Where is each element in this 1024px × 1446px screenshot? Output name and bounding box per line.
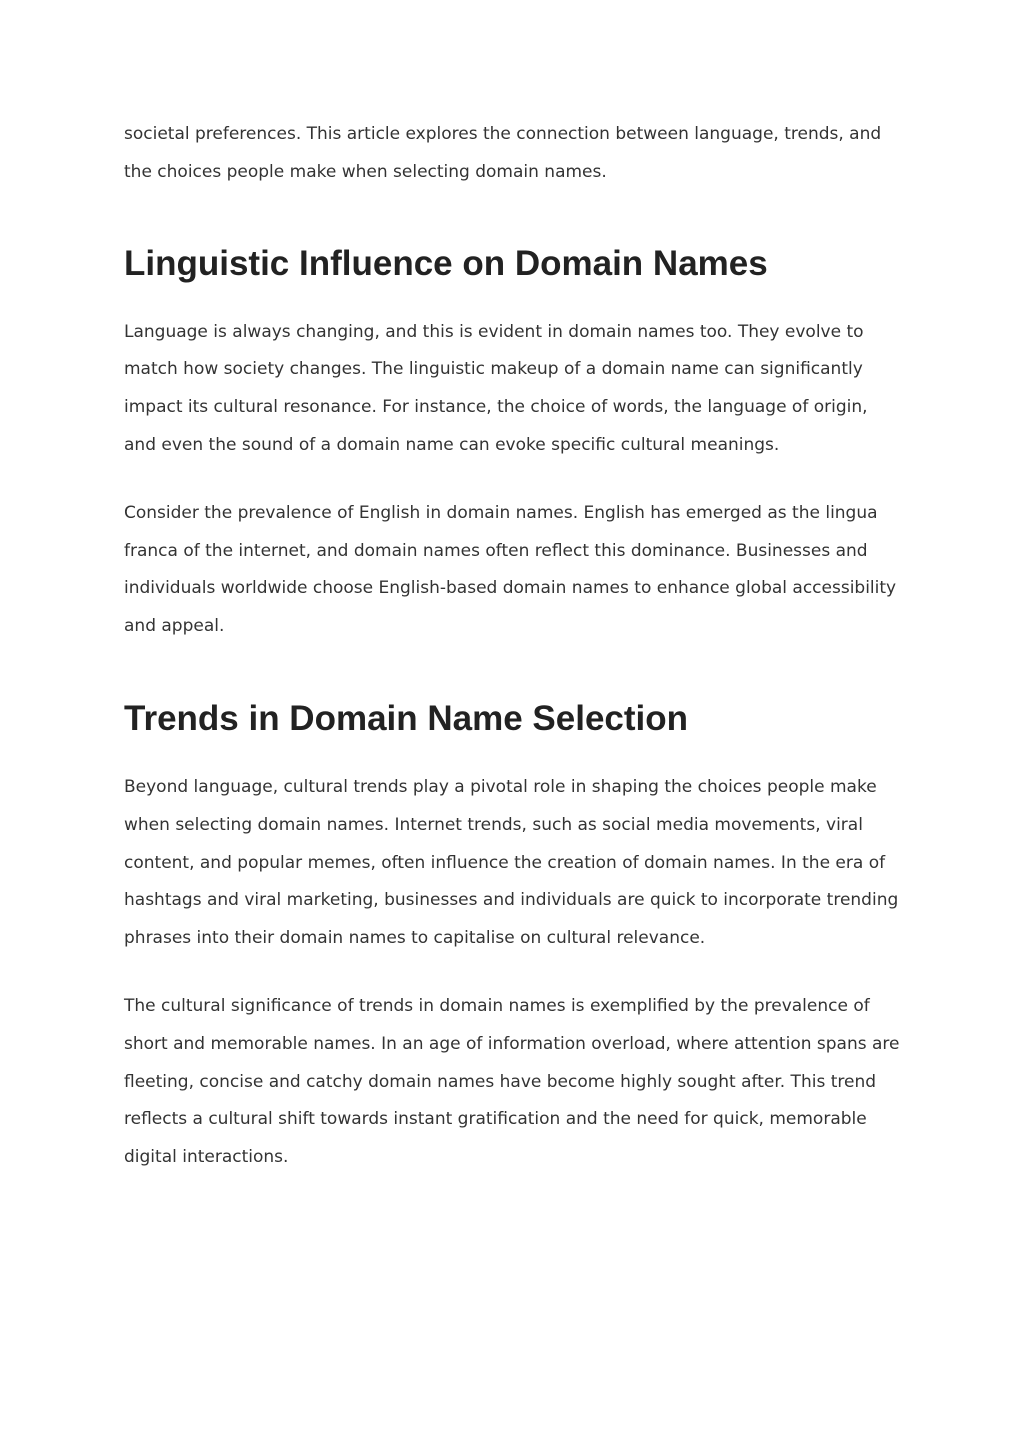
section-heading-trends: Trends in Domain Name Selection xyxy=(124,698,689,738)
paragraph-language-changing: Language is always changing, and this is evident in domain names too. They evolve to match how society changes. The linguistic makeup of a domain name can significantly impact its cultural resonance. For instance, the choice of words, the language of origin, and even the sound of a domain name can evoke specific cultural meanings. xyxy=(124,321,868,455)
paragraph-short-memorable-names: The cultural significance of trends in domain names is exemplified by the prevalence of short and memorable names. In an age of information overload, where attention spans are fleeting, concise and catchy domain names have become highly sought after. This trend reflects a cultural shift towards instant gratification and the need for quick, memorable digital interactions. xyxy=(124,995,900,1168)
intro-paragraph: societal preferences. This article explores the connection between language, trends, and the choices people make when selecting domain names. xyxy=(124,124,882,182)
article-body xyxy=(124,116,904,1177)
paragraph-cultural-trends: Beyond language, cultural trends play a pivotal role in shaping the choices people make when selecting domain names. Internet trends, such as social media movements, viral content, and popular memes, often influence the creation of domain names. In the era of hashtags and viral marketing, businesses and individuals are quick to incorporate trending phrases into their domain names to capitalise on cultural relevance. xyxy=(124,776,899,949)
paragraph-english-prevalence: Consider the prevalence of English in domain names. English has emerged as the lingua franca of the internet, and domain names often reflect this dominance. Businesses and individuals worldwide choose English-based domain names to enhance global accessibility and appeal. xyxy=(124,502,897,637)
section-heading-linguistic-influence: Linguistic Influence on Domain Names xyxy=(124,243,768,283)
